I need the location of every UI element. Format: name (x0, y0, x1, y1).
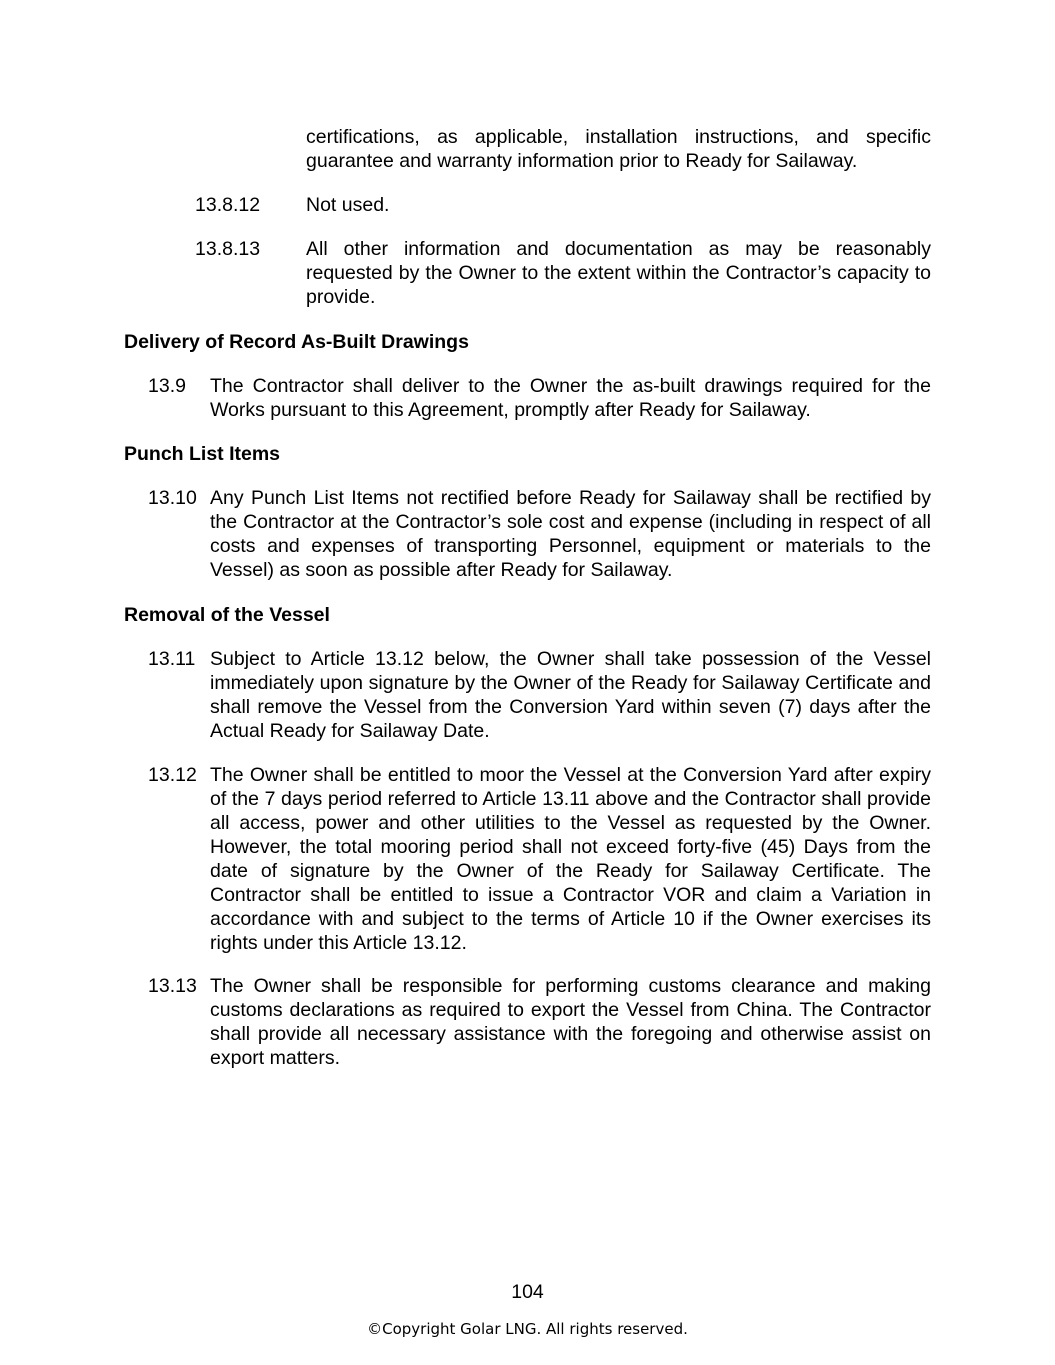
clause-13-8-12-text: Not used. (306, 194, 390, 216)
clause-13-12-text: The Owner shall be entitled to moor the Vessel at the Conversion Yard after expiry of the 7 days period referred to Article 13.11 above and the Contractor shall provide all access, power and other utilities to the Vessel as requested by the Owner. However, the total mooring period shall not exceed forty-five (45) Days from the date of signature by the Owner of the Ready for Sailaway Certificate. The Contractor shall be entitled to issue a Contractor VOR and claim a Variation in accordance with and subject to the terms of Article 10 if the Owner exercises its rights under this Article 13.12. (210, 764, 931, 954)
section-heading-delivery: Delivery of Record As-Built Drawings (124, 331, 469, 353)
copyright-notice: ©Copyright Golar LNG. All rights reserved. (367, 1320, 688, 1338)
clause-13-8-13-text: All other information and documentation as may be reasonably requested by the Owner to the extent within the Contractor’s capacity to provide. (306, 238, 931, 308)
clause-number: 13.11 (148, 648, 196, 670)
clause-13-10-text: Any Punch List Items not rectified before Ready for Sailaway shall be rectified by the Contractor at the Contractor’s sole cost and expense (including in respect of all costs and expenses of transporting Personnel, equipment or materials to the Vessel) as soon as possible after Ready for Sailaway. (210, 487, 931, 581)
clause-number: 13.10 (148, 487, 197, 509)
clause-number: 13.12 (148, 764, 197, 786)
clause-13-9-text: The Contractor shall deliver to the Owner the as-built drawings required for the Works pursuant to this Agreement, promptly after Ready for Sailaway. (210, 375, 931, 421)
section-heading-punch-list: Punch List Items (124, 443, 281, 465)
section-heading-removal: Removal of the Vessel (124, 604, 330, 626)
clause-number: 13.8.13 (195, 238, 261, 260)
page-number: 104 (511, 1281, 544, 1303)
clause-number: 13.8.12 (195, 194, 261, 216)
clause-13-13-text: The Owner shall be responsible for performing customs clearance and making customs declarations as required to export the Vessel from China. The Contractor shall provide all necessary assistance with the foregoing and otherwise assist on export matters. (210, 975, 931, 1069)
clause-number: 13.9 (148, 375, 186, 397)
clause-13-8-11-continuation: certifications, as applicable, installation instructions, and specific guarantee and warranty information prior to Ready for Sailaway. (306, 126, 931, 172)
clause-13-11-text: Subject to Article 13.12 below, the Owner shall take possession of the Vessel immediately upon signature by the Owner of the Ready for Sailaway Certificate and shall remove the Vessel from the Conversion Yard within seven (7) days after the Actual Ready for Sailaway Date. (210, 648, 931, 742)
clause-number: 13.13 (148, 975, 197, 997)
